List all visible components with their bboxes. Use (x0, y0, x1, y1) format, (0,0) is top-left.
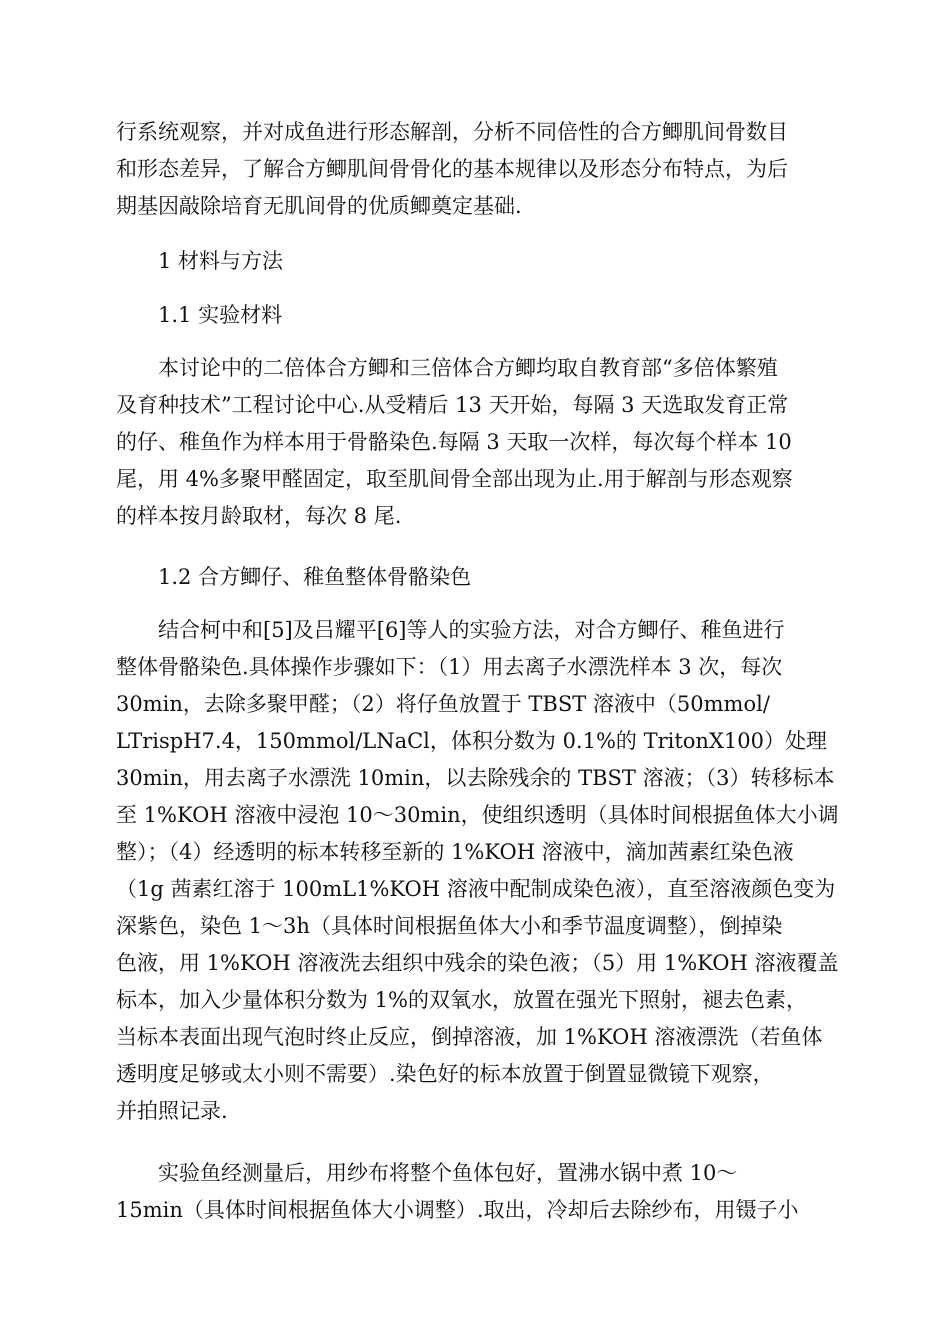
text-line: 标本，加入少量体积分数为 1%的双氧水，放置在强光下照射，褪去色素， (116, 988, 807, 1012)
section-heading-1-1: 1.1 实验材料 (158, 303, 283, 327)
text-line: 至 1%KOH 溶液中浸泡 10～30min，使组织透明（具体时间根据鱼体大小调 (116, 803, 839, 827)
text-line: 30min，去除多聚甲醛；（2）将仔鱼放置于 TBST 溶液中（50mmol/ (116, 692, 770, 716)
text-line: 30min，用去离子水漂洗 10min，以去除残余的 TBST 溶液；（3）转移标本 (116, 766, 835, 790)
text-line: 透明度足够或太小则不需要）.染色好的标本放置于倒置显微镜下观察， (116, 1062, 774, 1086)
text-line: 及育种技术”工程讨论中心.从受精后 13 天开始，每隔 3 天选取发育正常 (116, 393, 789, 417)
text-line: 色液，用 1%KOH 溶液洗去组织中残余的染色液；（5）用 1%KOH 溶液覆盖 (116, 951, 839, 975)
text-line: 整）；（4）经透明的标本转移至新的 1%KOH 溶液中，滴加茜素红染色液 (116, 840, 794, 864)
text-line: 的仔、稚鱼作为样本用于骨骼染色.每隔 3 天取一次样，每次每个样本 10 (116, 430, 792, 454)
text-line: 实验鱼经测量后，用纱布将整个鱼体包好，置沸水锅中煮 10～ (158, 1161, 738, 1185)
text-line: 本讨论中的二倍体合方鲫和三倍体合方鲫均取自教育部“多倍体繁殖 (158, 356, 778, 380)
text-line: 整体骨骼染色.具体操作步骤如下：（1）用去离子水漂洗样本 3 次，每次 (116, 655, 783, 679)
text-line: 深紫色，染色 1～3h（具体时间根据鱼体大小和季节温度调整），倒掉染 (116, 914, 783, 938)
text-line: 当标本表面出现气泡时终止反应，倒掉溶液，加 1%KOH 溶液漂洗（若鱼体 (116, 1025, 823, 1049)
text-line: 15min（具体时间根据鱼体大小调整）.取出，冷却后去除纱布，用镊子小 (116, 1198, 799, 1222)
section-heading-1: 1 材料与方法 (158, 249, 284, 273)
text-line: 和形态差异，了解合方鲫肌间骨骨化的基本规律以及形态分布特点，为后 (116, 157, 788, 181)
text-line: 尾，用 4%多聚甲醛固定，取至肌间骨全部出现为止.用于解剖与形态观察 (116, 467, 793, 491)
text-line: 期基因敲除培育无肌间骨的优质鲫奠定基础. (116, 194, 522, 218)
text-line: LTrispH7.4，150mmol/LNaCl，体积分数为 0.1%的 TritonX100）处理 (116, 729, 827, 753)
text-line: 的样本按月龄取材，每次 8 尾. (116, 504, 402, 528)
text-line: 并拍照记录. (116, 1099, 228, 1123)
text-line: （1g 茜素红溶于 100mL1%KOH 溶液中配制成染色液），直至溶液颜色变为 (116, 877, 836, 901)
text-line: 行系统观察，并对成鱼进行形态解剖，分析不同倍性的合方鲫肌间骨数目 (116, 120, 788, 144)
text-line: 结合柯中和[5]及吕耀平[6]等人的实验方法，对合方鲫仔、稚鱼进行 (158, 618, 785, 642)
section-heading-1-2: 1.2 合方鲫仔、稚鱼整体骨骼染色 (158, 565, 472, 589)
